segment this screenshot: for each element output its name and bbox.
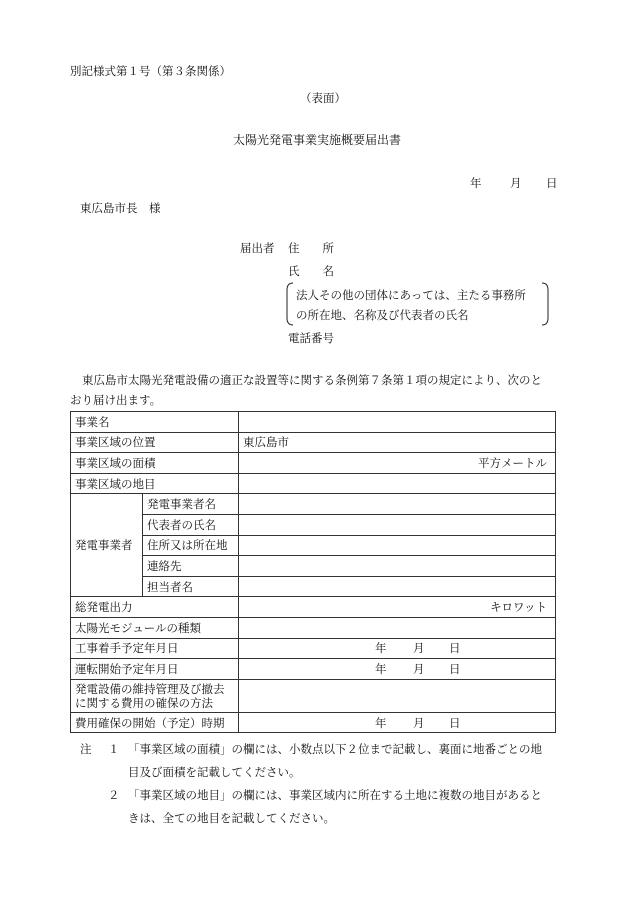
intro-line1: 東広島市太陽光発電設備の適正な設置等に関する条例第７条第１項の規定により、次のと bbox=[82, 373, 542, 387]
area-location-field[interactable]: 東広島市 bbox=[239, 432, 556, 453]
table-row bbox=[71, 617, 556, 638]
cost-start-label: 費用確保の開始（予定）時期 bbox=[71, 712, 239, 733]
day-text: 日 bbox=[449, 641, 461, 656]
table-row bbox=[71, 638, 556, 659]
note1-number: １ bbox=[108, 742, 120, 756]
month-text: 月 bbox=[413, 661, 425, 676]
table-row bbox=[71, 576, 556, 597]
note1-line2: 目及び面積を記載してください。 bbox=[128, 765, 301, 779]
total-output-field[interactable]: キロワット bbox=[239, 597, 556, 618]
right-bracket-icon bbox=[540, 282, 550, 326]
note1-line1: 「事業区域の面積」の欄には、小数点以下２位まで記載し、裏面に地番ごとの地 bbox=[128, 742, 542, 756]
land-category-label: 事業区域の地目 bbox=[71, 473, 239, 494]
side-label: （表面） bbox=[300, 91, 346, 105]
operator-name-label: 発電事業者名 bbox=[143, 494, 239, 515]
date-day: 日 bbox=[546, 176, 558, 190]
bracket-note-line1: 法人その他の団体にあっては、主たる事務所 bbox=[296, 288, 526, 302]
table-row bbox=[71, 535, 556, 556]
table-row bbox=[71, 556, 556, 577]
date-month: 月 bbox=[510, 176, 522, 190]
table-row bbox=[71, 473, 556, 494]
table-row bbox=[71, 659, 556, 680]
bracket-note-line2: の所在地、名称及び代表者の氏名 bbox=[296, 308, 469, 322]
construction-start-label: 工事着手予定年月日 bbox=[71, 638, 239, 659]
operation-start-label: 運転開始予定年月日 bbox=[71, 659, 239, 680]
contact-field[interactable] bbox=[239, 556, 556, 577]
table-row bbox=[71, 432, 556, 453]
applicant-label: 届出者 bbox=[240, 241, 275, 255]
table-row bbox=[71, 453, 556, 474]
representative-label: 代表者の氏名 bbox=[143, 514, 239, 535]
year-text: 年 bbox=[375, 715, 387, 730]
maintenance-cost-label: 発電設備の維持管理及び撤去に関する費用の確保の方法 bbox=[71, 679, 239, 712]
operation-start-field[interactable] bbox=[239, 659, 556, 680]
table-row bbox=[71, 712, 556, 733]
note2-line2: きは、全ての地目を記載してください。 bbox=[128, 811, 335, 825]
year-text: 年 bbox=[375, 661, 387, 676]
area-size-label: 事業区域の面積 bbox=[71, 453, 239, 474]
area-location-label: 事業区域の位置 bbox=[71, 432, 239, 453]
applicant-phone-label: 電話番号 bbox=[288, 331, 334, 345]
table-row bbox=[71, 679, 556, 712]
document-title: 太陽光発電事業実施概要届出書 bbox=[233, 133, 402, 147]
applicant-address-label: 住 所 bbox=[288, 241, 334, 255]
addressee: 東広島市長 様 bbox=[80, 201, 161, 215]
applicant-name-label: 氏 名 bbox=[288, 264, 334, 278]
operator-group-label: 発電事業者 bbox=[71, 494, 143, 597]
table-row bbox=[71, 412, 556, 433]
notes-label: 注 bbox=[80, 742, 92, 756]
year-text: 年 bbox=[375, 641, 387, 656]
total-output-label: 総発電出力 bbox=[71, 597, 239, 618]
month-text: 月 bbox=[413, 641, 425, 656]
submission-date bbox=[470, 175, 558, 191]
note2-number: ２ bbox=[108, 788, 120, 802]
business-name-label: 事業名 bbox=[71, 412, 239, 433]
day-text: 日 bbox=[449, 715, 461, 730]
table-row bbox=[71, 494, 556, 515]
operator-name-field[interactable] bbox=[239, 494, 556, 515]
table-row bbox=[71, 597, 556, 618]
left-bracket-icon bbox=[285, 282, 295, 326]
cost-start-field[interactable] bbox=[239, 712, 556, 733]
application-table bbox=[70, 411, 556, 733]
table-row bbox=[71, 514, 556, 535]
operator-address-label: 住所又は所在地 bbox=[143, 535, 239, 556]
form-number: 別記様式第１号（第３条関係） bbox=[70, 64, 231, 78]
contact-label: 連絡先 bbox=[143, 556, 239, 577]
module-type-field[interactable] bbox=[239, 617, 556, 638]
month-text: 月 bbox=[413, 715, 425, 730]
date-year: 年 bbox=[470, 176, 482, 190]
note2-line1: 「事業区域の地目」の欄には、事業区域内に所在する土地に複数の地目があると bbox=[128, 788, 542, 802]
person-in-charge-field[interactable] bbox=[239, 576, 556, 597]
representative-field[interactable] bbox=[239, 514, 556, 535]
person-in-charge-label: 担当者名 bbox=[143, 576, 239, 597]
operator-address-field[interactable] bbox=[239, 535, 556, 556]
construction-start-field[interactable] bbox=[239, 638, 556, 659]
intro-line2: おり届け出ます。 bbox=[70, 393, 162, 407]
day-text: 日 bbox=[449, 661, 461, 676]
area-size-field[interactable]: 平方メートル bbox=[239, 453, 556, 474]
land-category-field[interactable] bbox=[239, 473, 556, 494]
maintenance-cost-field[interactable] bbox=[239, 679, 556, 712]
business-name-field[interactable] bbox=[239, 412, 556, 433]
module-type-label: 太陽光モジュールの種類 bbox=[71, 617, 239, 638]
